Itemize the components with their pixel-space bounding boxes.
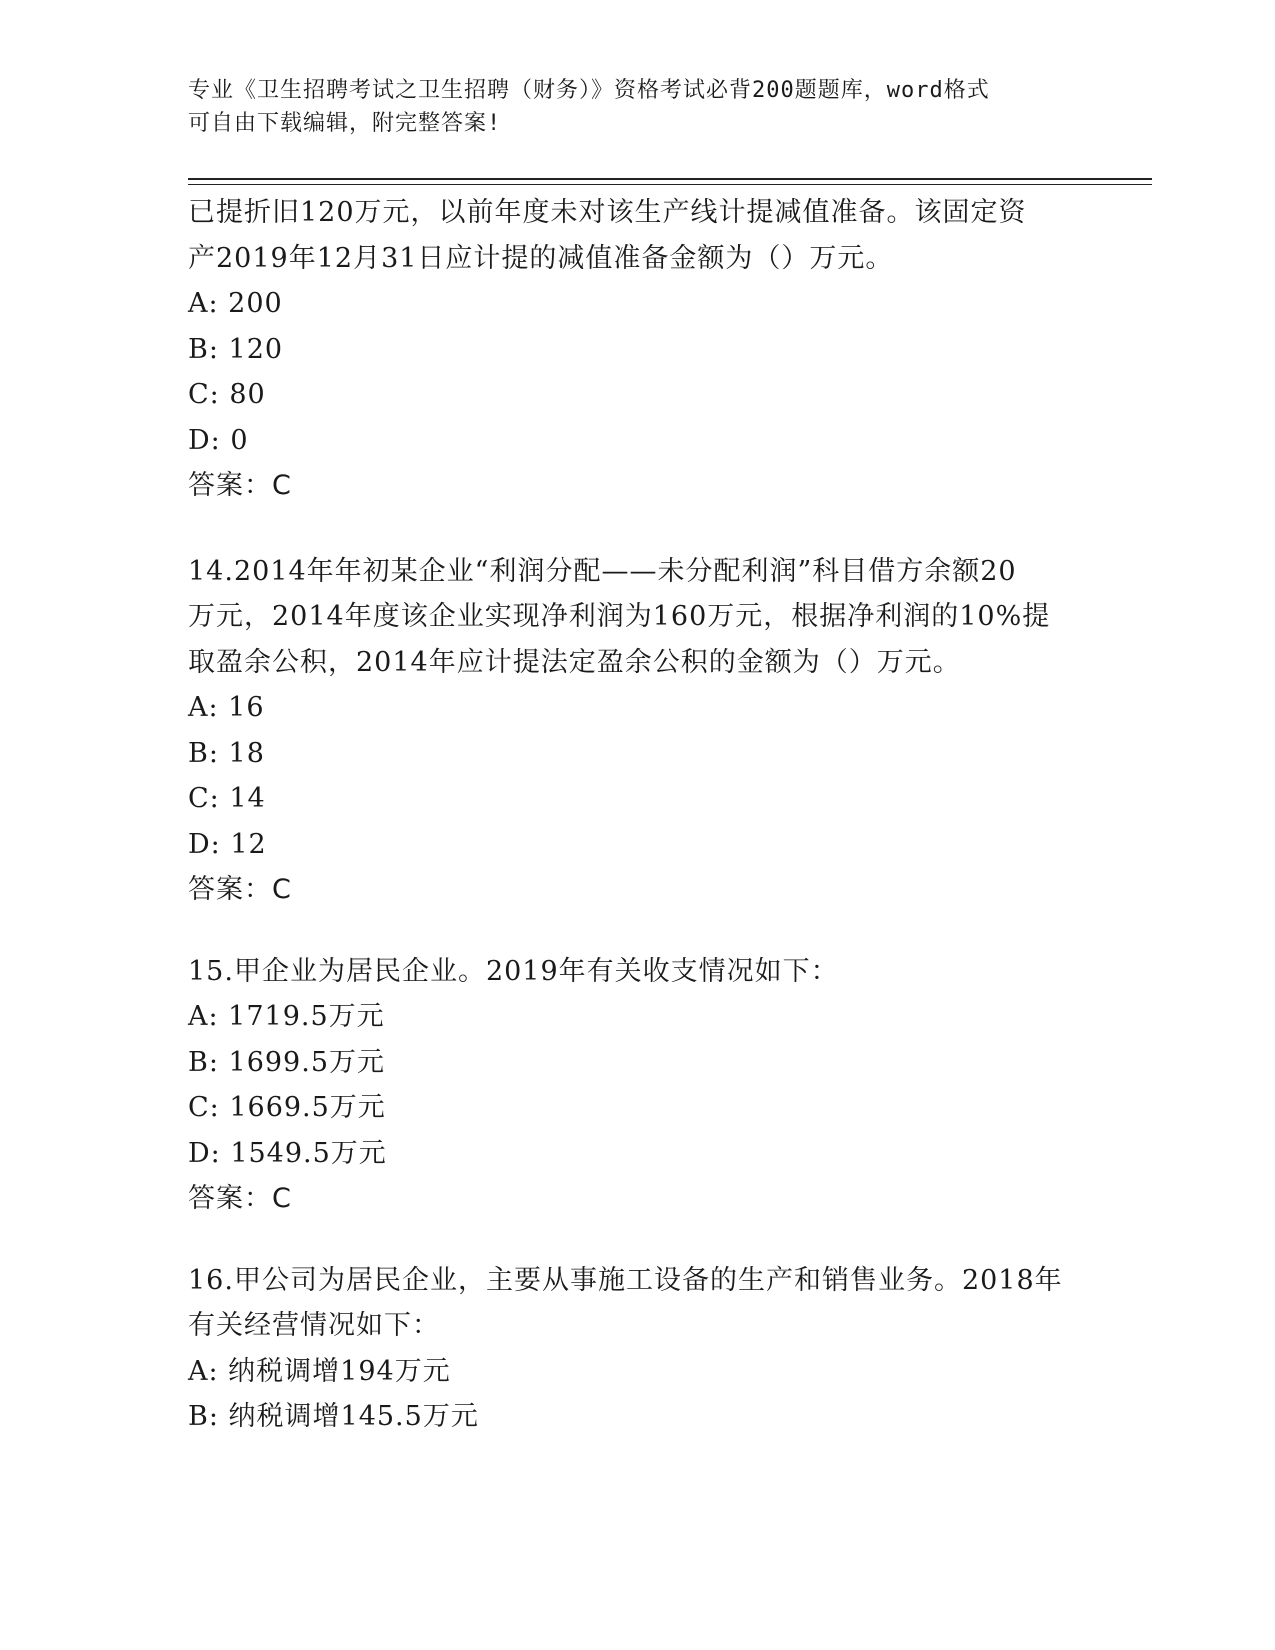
header-divider-thin bbox=[188, 184, 1152, 185]
question-stem-line: 产2019年12月31日应计提的减值准备金额为（）万元。 bbox=[188, 242, 894, 274]
header-title-line-1: 专业《卫生招聘考试之卫生招聘（财务）》资格考试必背200题题库，word格式 bbox=[188, 78, 990, 103]
option-a: A: 1719.5万元 bbox=[188, 1001, 385, 1032]
question-13 bbox=[188, 190, 1088, 509]
option-b: B: 120 bbox=[188, 333, 284, 365]
option-c: C: 1669.5万元 bbox=[188, 1092, 386, 1123]
question-stem-line: 取盈余公积，2014年应计提法定盈余公积的金额为（）万元。 bbox=[188, 646, 961, 678]
option-a: A: 纳税调增194万元 bbox=[188, 1355, 451, 1387]
question-spacer bbox=[188, 1222, 1088, 1258]
answer-label: 答案：C bbox=[188, 874, 292, 905]
option-a: A: 16 bbox=[188, 692, 265, 723]
option-d: D: 1549.5万元 bbox=[188, 1137, 387, 1169]
question-stem-line: 14.2014年年初某企业“利润分配——未分配利润”科目借方余额20 bbox=[188, 555, 1017, 587]
question-list bbox=[188, 190, 1088, 1440]
option-c: C: 14 bbox=[188, 783, 266, 814]
option-c: C: 80 bbox=[188, 379, 266, 410]
option-d: D: 0 bbox=[188, 424, 249, 456]
option-b: B: 18 bbox=[188, 737, 265, 769]
question-stem-line: 有关经营情况如下： bbox=[188, 1310, 440, 1341]
option-a: A: 200 bbox=[188, 288, 283, 319]
question-spacer bbox=[188, 913, 1088, 949]
question-stem-line: 万元，2014年度该企业实现净利润为160万元，根据净利润的10%提 bbox=[188, 601, 1051, 632]
question-14 bbox=[188, 549, 1088, 913]
header-title-line-2: 可自由下载编辑，附完整答案! bbox=[188, 111, 502, 136]
document-header bbox=[188, 74, 1088, 140]
option-b: B: 1699.5万元 bbox=[188, 1046, 385, 1078]
answer-label: 答案：C bbox=[188, 470, 292, 501]
question-stem-line: 15.甲企业为居民企业。2019年有关收支情况如下： bbox=[188, 955, 839, 987]
header-divider-thick bbox=[188, 178, 1152, 180]
question-stem-line: 16.甲公司为居民企业，主要从事施工设备的生产和销售业务。2018年 bbox=[188, 1264, 1063, 1296]
option-b: B: 纳税调增145.5万元 bbox=[188, 1401, 479, 1432]
answer-label: 答案：C bbox=[188, 1183, 292, 1214]
question-spacer bbox=[188, 509, 1088, 549]
option-d: D: 12 bbox=[188, 828, 267, 860]
question-15 bbox=[188, 949, 1088, 1222]
question-stem-line: 已提折旧120万元，以前年度未对该生产线计提减值准备。该固定资 bbox=[188, 197, 1027, 228]
question-16 bbox=[188, 1258, 1088, 1440]
